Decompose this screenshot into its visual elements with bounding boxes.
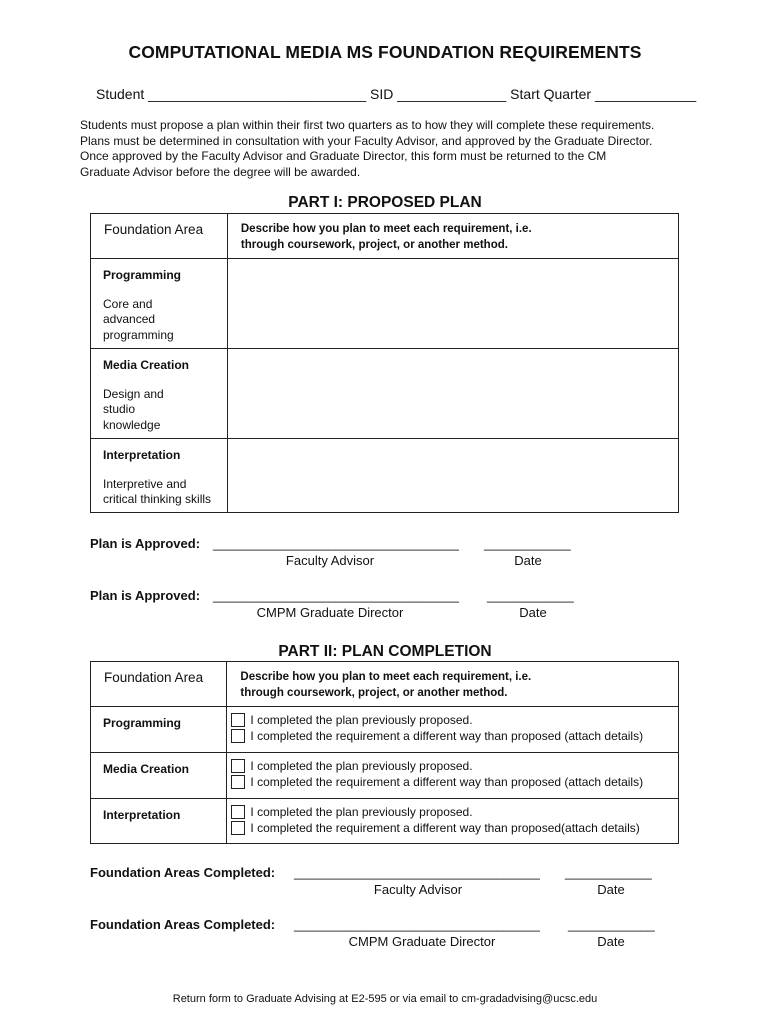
area-cell-programming [91,259,228,349]
plan-input-interpretation[interactable] [227,439,678,513]
table-row [91,439,679,513]
col-header-desc-line: Describe how you plan to meet each requirement, i.e. [240,671,532,683]
area-name: Programming [103,268,182,282]
faculty-advisor-date-line[interactable]: ____________ [484,536,571,551]
option-completed-as-proposed[interactable] [231,712,678,728]
col-header-area: Foundation Area [91,662,227,707]
checkbox[interactable] [231,713,245,727]
checkbox[interactable] [231,759,245,773]
footer-note: Return form to Graduate Advising at E2-595 or via email to cm-gradadvising@ucsc.edu [172,993,598,1005]
area-desc-line: knowledge [103,417,161,432]
area-desc-line: Interpretive and [103,476,187,491]
intro-paragraph [80,118,695,180]
col-header-desc-line: Describe how you plan to meet each requirement, i.e. [240,223,532,235]
area-name: Media Creation [91,753,227,799]
completed2-label: Foundation Areas Completed: [90,917,276,932]
area-cell-interpretation [91,439,228,513]
area-desc-line: advanced [103,312,156,327]
date-caption: Date [519,605,547,620]
plan-completion-table [90,661,679,844]
completion-director-signature-line[interactable]: __________________________________ [294,917,540,932]
proposed-plan-table [90,213,679,513]
area-name: Interpretation [103,448,181,462]
completion-options [227,799,679,844]
completed1-label: Foundation Areas Completed: [90,865,276,880]
completion-options [227,753,679,799]
option-label: I completed the plan previously proposed. [250,713,473,727]
table-header-row [91,662,679,707]
plan-input-programming[interactable] [227,259,678,349]
col-header-description [227,214,678,259]
table-row [91,259,679,349]
col-header-desc-line: through coursework, project, or another method. [240,239,508,251]
intro-line: Graduate Advisor before the degree will be awarded. [80,164,361,179]
table-row [91,799,679,844]
intro-line: Once approved by the Faculty Advisor and Graduate Director, this form must be returned to the CM [80,149,607,164]
area-desc-line: Core and [103,296,153,311]
checkbox[interactable] [231,805,245,819]
completion-options [227,707,679,753]
completion-director-date-line[interactable]: ____________ [568,917,655,932]
col-header-area: Foundation Area [91,214,228,259]
graduate-director-signature-line[interactable]: __________________________________ [213,588,459,603]
approval2-label: Plan is Approved: [90,588,201,603]
part2-heading: PART II: PLAN COMPLETION [278,643,492,660]
option-completed-as-proposed[interactable] [231,804,678,820]
page-title: COMPUTATIONAL MEDIA MS FOUNDATION REQUIREMENTS [128,42,642,62]
option-label: I completed the requirement a different way than proposed(attach details) [250,821,640,835]
checkbox[interactable] [231,775,245,789]
completion-advisor-date-line[interactable]: ____________ [565,865,652,880]
area-desc-line: Design and [103,386,164,401]
col-header-desc-line: through coursework, project, or another method. [240,687,508,699]
date-caption: Date [597,934,625,949]
approval1-label: Plan is Approved: [90,536,201,551]
faculty-advisor-signature-line[interactable]: __________________________________ [213,536,459,551]
intro-line: Students must propose a plan within their first two quarters as to how they will complete these requirements. [80,118,655,132]
option-completed-differently[interactable] [231,820,678,836]
completion-advisor-signature-line[interactable]: __________________________________ [294,865,540,880]
option-completed-differently[interactable] [231,728,678,744]
student-info-line[interactable]: Student ____________________________ SID ______________ Start Quarter _____________ [96,86,697,102]
option-completed-differently[interactable] [231,774,678,790]
part1-heading: PART I: PROPOSED PLAN [288,194,482,211]
table-row [91,707,679,753]
graduate-director-caption: CMPM Graduate Director [348,934,496,949]
checkbox[interactable] [231,729,245,743]
table-row [91,753,679,799]
table-header-row [91,214,679,259]
faculty-advisor-caption: Faculty Advisor [285,553,375,568]
graduate-director-date-line[interactable]: ____________ [487,588,574,603]
table-row [91,349,679,439]
graduate-director-caption: CMPM Graduate Director [256,605,404,620]
option-label: I completed the plan previously proposed. [250,805,473,819]
faculty-advisor-caption: Faculty Advisor [373,882,463,897]
area-desc-line: studio [103,402,136,417]
area-name: Interpretation [91,799,227,844]
plan-input-media-creation[interactable] [227,349,678,439]
area-name: Programming [91,707,227,753]
area-cell-media-creation [91,349,228,439]
option-label: I completed the plan previously proposed. [250,759,473,773]
area-desc-line: programming [103,327,174,342]
date-caption: Date [597,882,625,897]
date-caption: Date [514,553,542,568]
option-label: I completed the requirement a different way than proposed (attach details) [250,775,644,789]
option-completed-as-proposed[interactable] [231,758,678,774]
col-header-description [227,662,679,707]
option-label: I completed the requirement a different way than proposed (attach details) [250,729,644,743]
intro-line: Plans must be determined in consultation with your Faculty Advisor, and approved by the Graduate Director. [80,133,653,148]
area-name: Media Creation [103,358,190,372]
area-desc-line: critical thinking skills [103,492,212,507]
checkbox[interactable] [231,821,245,835]
